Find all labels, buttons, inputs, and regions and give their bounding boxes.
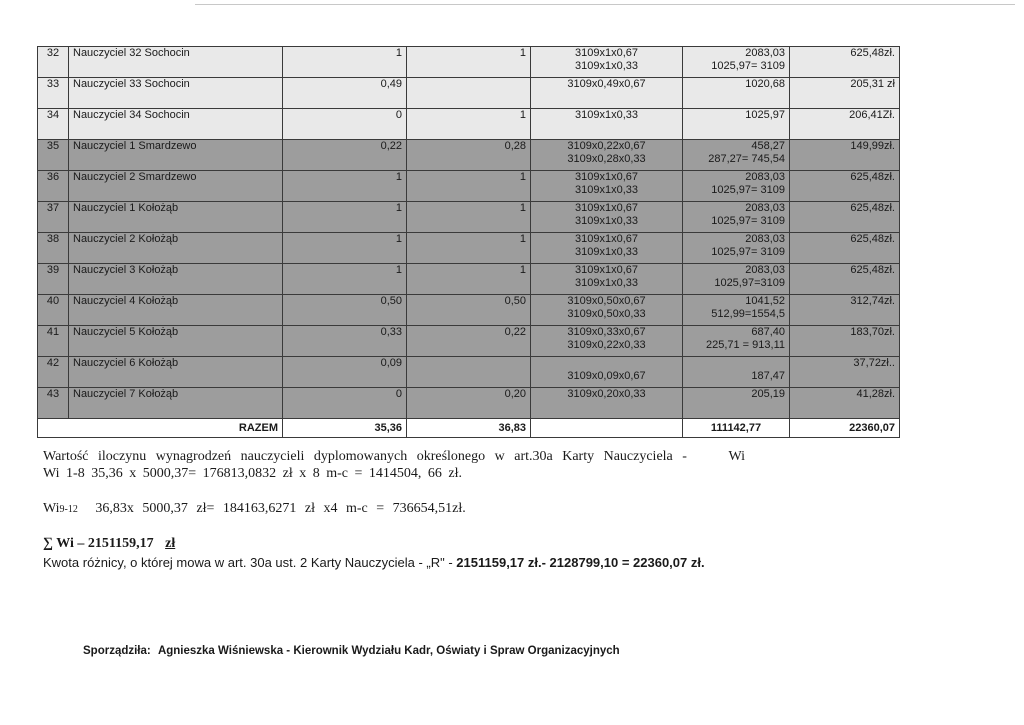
calc-value-line: 1020,68 [745, 78, 785, 90]
row-number: 34 [38, 109, 69, 140]
calc-formula-line [535, 91, 678, 104]
row-number: 35 [38, 140, 69, 171]
calc-formula-line: 3109x1x0,33 [575, 109, 638, 121]
table-row [38, 388, 900, 419]
fraction-b: 0,28 [407, 140, 531, 171]
calc-formula-line: 3109x1x0,33 [575, 60, 638, 72]
calc-formula-line: 3109x1x0,33 [575, 246, 638, 258]
calc-formula-line [535, 357, 678, 370]
amount: 205,31 zł [790, 78, 900, 109]
calc-value [683, 264, 790, 295]
calc-value-line: 1025,97= 3109 [711, 184, 785, 196]
table-row [38, 233, 900, 264]
calc-formula-line: 3109x1x0,67 [575, 202, 638, 214]
table-row [38, 140, 900, 171]
table-row [38, 295, 900, 326]
row-number: 36 [38, 171, 69, 202]
fraction-a: 0,50 [283, 295, 407, 326]
calc-value-line: 1025,97= 3109 [711, 215, 785, 227]
calc-formula-line: 3109x0,50x0,67 [567, 295, 646, 307]
wi-9-12-label: Wi [43, 501, 60, 516]
calc-value [683, 140, 790, 171]
calc-formula-line: 3109x1x0,33 [575, 215, 638, 227]
fraction-a: 0,49 [283, 78, 407, 109]
fraction-a: 1 [283, 202, 407, 233]
calc-formula-line: 3109x1x0,33 [575, 277, 638, 289]
calc-formula-line: 3109x0,50x0,33 [567, 308, 646, 320]
calc-value [683, 171, 790, 202]
total-amount: 22360,07 [790, 419, 900, 438]
teacher-name: Nauczyciel 34 Sochocin [69, 109, 283, 140]
wi-9-12-formula: 36,83x 5000,37 zł= 184163,6271 zł x4 m-c = 736654,51zł. [95, 501, 466, 516]
teacher-name: Nauczyciel 2 Smardzewo [69, 171, 283, 202]
amount: 149,99zł. [790, 140, 900, 171]
teacher-name: Nauczyciel 1 Smardzewo [69, 140, 283, 171]
calc-formula-line: 3109x1x0,67 [575, 264, 638, 276]
calc-value [683, 47, 790, 78]
row-number: 41 [38, 326, 69, 357]
amount: 312,74zł. [790, 295, 900, 326]
fraction-a: 1 [283, 264, 407, 295]
calc-formula [531, 47, 683, 78]
calc-value-line [687, 91, 785, 104]
row-number: 33 [38, 78, 69, 109]
amount: 625,48zł. [790, 47, 900, 78]
top-rule [195, 4, 1015, 5]
teacher-name: Nauczyciel 7 Kołożąb [69, 388, 283, 419]
total-row [38, 419, 900, 438]
signature [83, 645, 620, 657]
table-row [38, 264, 900, 295]
calc-formula-line: 3109x0,49x0,67 [567, 78, 646, 90]
fraction-b: 1 [407, 264, 531, 295]
calc-value-line [687, 122, 785, 135]
calc-value [683, 109, 790, 140]
amount: 625,48zł. [790, 202, 900, 233]
calc-value-line: 512,99=1554,5 [711, 308, 785, 320]
amount: 37,72zł.. [790, 357, 900, 388]
value-description-wi: Wi [728, 449, 745, 464]
fraction-b: 0,20 [407, 388, 531, 419]
signature-label: Sporządziła: [83, 645, 151, 657]
wi-9-12-line [43, 501, 466, 517]
fraction-a: 0,09 [283, 357, 407, 388]
total-empty [531, 419, 683, 438]
calc-value-line: 2083,03 [745, 264, 785, 276]
amount: 625,48zł. [790, 171, 900, 202]
value-description [43, 449, 745, 465]
sum-text: Wi – 2151159,17 [56, 536, 154, 551]
table-row [38, 326, 900, 357]
teacher-name: Nauczyciel 33 Sochocin [69, 78, 283, 109]
fraction-b: 1 [407, 233, 531, 264]
table-row [38, 357, 900, 388]
calc-formula [531, 357, 683, 388]
calc-formula [531, 171, 683, 202]
calc-value-line: 1025,97= 3109 [711, 246, 785, 258]
calc-formula [531, 388, 683, 419]
fraction-b: 1 [407, 109, 531, 140]
teacher-name: Nauczyciel 4 Kołożąb [69, 295, 283, 326]
total-value: 111142,77 [683, 419, 790, 438]
calc-formula-line: 3109x0,33x0,67 [567, 326, 646, 338]
calc-value [683, 388, 790, 419]
amount: 41,28zł. [790, 388, 900, 419]
row-number: 38 [38, 233, 69, 264]
total-label: RAZEM [38, 419, 283, 438]
calc-value-line: 458,27 [751, 140, 785, 152]
calc-value-line: 687,40 [751, 326, 785, 338]
fraction-b [407, 78, 531, 109]
calc-formula [531, 233, 683, 264]
teacher-name: Nauczyciel 1 Kołożąb [69, 202, 283, 233]
calc-formula-line: 3109x0,20x0,33 [567, 388, 646, 400]
fraction-b: 1 [407, 171, 531, 202]
calc-value-line: 1041,52 [745, 295, 785, 307]
fraction-b: 1 [407, 202, 531, 233]
calc-formula [531, 295, 683, 326]
wi-1-8-line: Wi 1-8 35,36 x 5000,37= 176813,0832 zł x 8 m-c = 1414504, 66 zł. [43, 466, 462, 481]
signature-text: Agnieszka Wiśniewska - Kierownik Wydziału Kadr, Oświaty i Spraw Organizacyjnych [157, 645, 620, 657]
calc-value-line: 2083,03 [745, 233, 785, 245]
table-row [38, 202, 900, 233]
teacher-name: Nauczyciel 5 Kołożąb [69, 326, 283, 357]
fraction-a: 1 [283, 47, 407, 78]
amount: 183,70zł. [790, 326, 900, 357]
kwota-line [43, 555, 705, 570]
calc-formula-line: 3109x1x0,67 [575, 47, 638, 59]
sum-line [43, 536, 175, 552]
fraction-a: 0 [283, 388, 407, 419]
calc-value-line: 1025,97 [745, 109, 785, 121]
calc-formula-line: 3109x0,22x0,33 [567, 339, 646, 351]
calc-formula-line: 3109x1x0,67 [575, 171, 638, 183]
calc-formula [531, 202, 683, 233]
calculation-table [37, 46, 900, 438]
calc-value-line: 205,19 [751, 388, 785, 400]
row-number: 39 [38, 264, 69, 295]
calc-value-line: 2083,03 [745, 47, 785, 59]
fraction-b: 0,50 [407, 295, 531, 326]
calc-value [683, 357, 790, 388]
value-description-text: Wartość iloczynu wynagrodzeń nauczycieli dyplomowanych określonego w art.30a Karty Nauczyciela - [43, 449, 687, 464]
amount: 206,41Zł. [790, 109, 900, 140]
calc-formula [531, 78, 683, 109]
calc-formula-line [535, 401, 678, 414]
amount: 625,48zł. [790, 233, 900, 264]
row-number: 42 [38, 357, 69, 388]
wi-9-12-sub: 9-12 [59, 504, 78, 515]
calc-value [683, 233, 790, 264]
calc-formula-line: 3109x1x0,67 [575, 233, 638, 245]
calc-formula [531, 140, 683, 171]
fraction-a: 1 [283, 233, 407, 264]
total-b: 36,83 [407, 419, 531, 438]
table-row [38, 78, 900, 109]
calc-formula-line: 3109x0,22x0,67 [567, 140, 646, 152]
calc-value-line: 187,47 [751, 370, 785, 382]
kwota-result: 2151159,17 zł.- 2128799,10 = 22360,07 zł. [456, 555, 705, 570]
calc-value-line: 2083,03 [745, 202, 785, 214]
calc-value-line: 287,27= 745,54 [708, 153, 785, 165]
calc-value [683, 326, 790, 357]
calc-value-line: 2083,03 [745, 171, 785, 183]
calc-value-line: 1025,97=3109 [714, 277, 785, 289]
fraction-a: 0,33 [283, 326, 407, 357]
row-number: 32 [38, 47, 69, 78]
calc-value-line [687, 401, 785, 414]
sum-unit: zł [165, 536, 176, 551]
sum-symbol: ∑ [43, 536, 53, 551]
calc-formula-line: 3109x0,28x0,33 [567, 153, 646, 165]
teacher-name: Nauczyciel 6 Kołożąb [69, 357, 283, 388]
calc-value [683, 202, 790, 233]
calc-formula [531, 326, 683, 357]
row-number: 37 [38, 202, 69, 233]
table-row [38, 47, 900, 78]
kwota-text: Kwota różnicy, o której mowa w art. 30a ust. 2 Karty Nauczyciela - „R" - [43, 555, 457, 570]
amount: 625,48zł. [790, 264, 900, 295]
table-row [38, 109, 900, 140]
calc-value-line: 1025,97= 3109 [711, 60, 785, 72]
total-a: 35,36 [283, 419, 407, 438]
fraction-a: 1 [283, 171, 407, 202]
fraction-b: 0,22 [407, 326, 531, 357]
calc-value-line: 225,71 = 913,11 [705, 339, 785, 351]
fraction-b: 1 [407, 47, 531, 78]
teacher-name: Nauczyciel 32 Sochocin [69, 47, 283, 78]
teacher-name: Nauczyciel 2 Kołożąb [69, 233, 283, 264]
table-row [38, 171, 900, 202]
calc-value [683, 78, 790, 109]
calc-formula [531, 264, 683, 295]
teacher-name: Nauczyciel 3 Kołożąb [69, 264, 283, 295]
calc-formula [531, 109, 683, 140]
calc-formula-line [535, 122, 678, 135]
fraction-b [407, 357, 531, 388]
calc-formula-line: 3109x1x0,33 [575, 184, 638, 196]
calc-value [683, 295, 790, 326]
fraction-a: 0,22 [283, 140, 407, 171]
row-number: 43 [38, 388, 69, 419]
fraction-a: 0 [283, 109, 407, 140]
calc-value-line [687, 357, 785, 370]
calc-formula-line: 3109x0,09x0,67 [567, 370, 646, 382]
row-number: 40 [38, 295, 69, 326]
